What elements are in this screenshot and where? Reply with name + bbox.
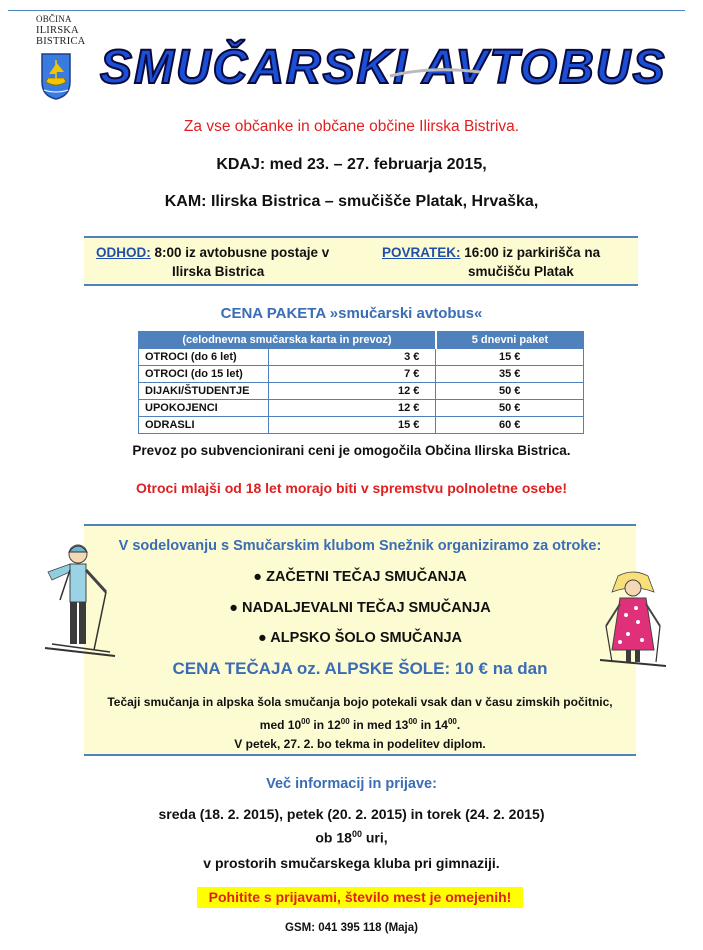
page-title-text: SMUČARSKI AVTOBUS	[100, 41, 667, 94]
departure-line-1: 8:00 iz avtobusne postaje v	[150, 245, 330, 260]
logo-line-1: OBČINA	[36, 14, 72, 24]
departure-info	[96, 243, 366, 281]
more-info-title: Več informacij in prijave:	[266, 776, 437, 792]
row-day-price: 12 €	[268, 400, 436, 417]
row-day-price: 12 €	[268, 383, 436, 400]
time-sup: 00	[408, 717, 418, 726]
course-info-line-2	[84, 712, 636, 735]
time-text: in 12	[310, 718, 341, 732]
row-category: OTROCI (do 6 let)	[139, 349, 269, 366]
course-info-line-3: V petek, 27. 2. bo tekma in podelitev diplom.	[234, 737, 486, 751]
courses-intro: V sodelovanju s Smučarskim klubom Snežnik organiziramo za otroke:	[118, 538, 602, 554]
course-schedule	[84, 693, 636, 754]
where-line: KAM: Ilirska Bistrica – smučišče Platak, Hrvaška,	[164, 193, 539, 210]
table-row	[139, 417, 584, 434]
table-row	[139, 349, 584, 366]
row-category: ODRASLI	[139, 417, 269, 434]
course-beginner: ● ZAČETNI TEČAJ SMUČANJA	[253, 569, 467, 585]
table-row	[139, 366, 584, 383]
row-day-price: 15 €	[268, 417, 436, 434]
signup-dates: sreda (18. 2. 2015), petek (20. 2. 2015) in torek (24. 2. 2015)	[158, 806, 545, 822]
return-label: POVRATEK:	[382, 245, 461, 260]
page-title	[100, 36, 667, 100]
return-line-2: smučišču Platak	[468, 264, 574, 279]
course-price: CENA TEČAJA oz. ALPSKE ŠOLE: 10 € na dan	[172, 659, 548, 678]
minors-warning: Otroci mlajši od 18 let morajo biti v spremstvu polnoletne osebe!	[136, 480, 567, 496]
time-sup: 00	[301, 717, 311, 726]
departure-label: ODHOD:	[96, 245, 151, 260]
price-table	[138, 331, 584, 434]
courses-box	[84, 524, 636, 756]
signup-time-suffix: uri,	[361, 829, 388, 846]
row-package-price: 50 €	[436, 383, 584, 400]
course-info-line-1: Tečaji smučanja in alpska šola smučanja bojo potekali vsak dan v času zimskih počitnic,	[107, 695, 613, 709]
time-sup: 00	[447, 717, 457, 726]
logo-line-2: ILIRSKA	[36, 25, 79, 36]
when-line: KDAJ: med 23. – 27. februarja 2015,	[216, 156, 487, 173]
row-category: OTROCI (do 15 let)	[139, 366, 269, 383]
course-alpine-school: ● ALPSKO ŠOLO SMUČANJA	[258, 630, 462, 646]
return-info	[382, 243, 638, 281]
header-day-ticket: (celodnevna smučarska karta in prevoz)	[139, 332, 436, 349]
course-advanced: ● NADALJEVALNI TEČAJ SMUČANJA	[229, 600, 491, 616]
invite-text: Za vse občanke in občane občine Ilirska Bistriva.	[183, 118, 520, 135]
row-package-price: 15 €	[436, 349, 584, 366]
time-text: .	[456, 718, 461, 732]
boy-skier-icon	[40, 540, 120, 660]
row-day-price: 7 €	[268, 366, 436, 383]
title-swoosh	[100, 36, 667, 100]
header-package: 5 dnevni paket	[436, 332, 584, 349]
time-sup: 00	[340, 717, 350, 726]
row-package-price: 35 €	[436, 366, 584, 383]
travel-times-box	[84, 236, 638, 286]
subsidy-note: Prevoz po subvencionirani ceni je omogočila Občina Ilirska Bistrica.	[132, 443, 571, 458]
row-category: UPOKOJENCI	[139, 400, 269, 417]
logo-line-3: BISTRICA	[36, 36, 86, 47]
table-row	[139, 383, 584, 400]
price-title: CENA PAKETA »smučarski avtobus«	[220, 305, 483, 322]
contact-phone: GSM: 041 395 118 (Maja)	[285, 922, 418, 934]
time-text: in med 13	[349, 718, 409, 732]
table-row	[139, 400, 584, 417]
girl-skier-icon	[598, 570, 668, 680]
return-line-1: 16:00 iz parkirišča na	[460, 245, 601, 260]
row-package-price: 50 €	[436, 400, 584, 417]
time-text: med 10	[259, 718, 302, 732]
row-day-price: 3 €	[268, 349, 436, 366]
row-package-price: 60 €	[436, 417, 584, 434]
time-text: in 14	[417, 718, 448, 732]
departure-line-2: Ilirska Bistrica	[172, 264, 265, 279]
signup-place: v prostorih smučarskega kluba pri gimnaziji.	[203, 855, 500, 871]
signup-time-text: ob 18	[315, 829, 352, 846]
hurry-banner: Pohitite s prijavami, število mest je omejenih!	[197, 887, 523, 908]
municipality-logo-text	[36, 14, 106, 47]
header-rule	[8, 10, 685, 11]
signup-time	[0, 829, 703, 846]
coat-of-arms-icon	[40, 52, 72, 100]
row-category: DIJAKI/ŠTUDENTJE	[139, 383, 269, 400]
signup-time-sup: 00	[351, 829, 362, 839]
price-table-header	[139, 332, 584, 349]
